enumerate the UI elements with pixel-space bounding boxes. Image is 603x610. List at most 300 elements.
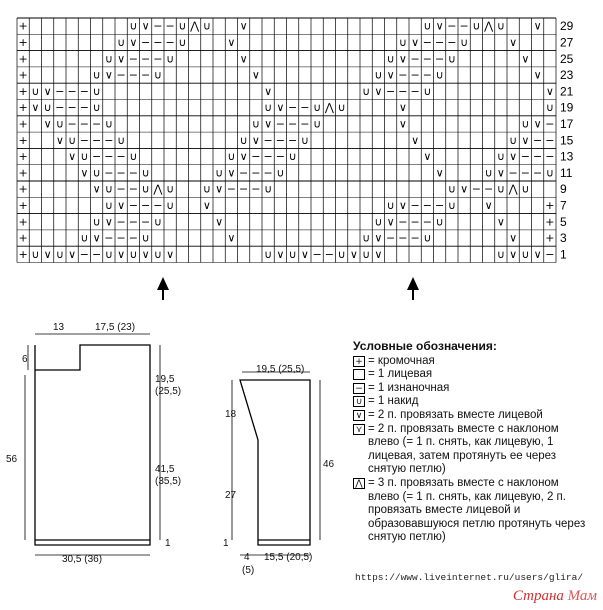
stitch-symbol: − xyxy=(520,150,530,164)
stitch-symbol: ∨ xyxy=(374,247,383,261)
stitch-symbol: − xyxy=(422,52,432,66)
stitch-symbol: ∪ xyxy=(264,182,273,196)
stitch-symbol: ∪ xyxy=(80,231,89,245)
row-number: 1 xyxy=(560,247,567,262)
stitch-symbol: ∪ xyxy=(288,247,297,261)
stitch-symbol: − xyxy=(128,215,138,229)
stitch-symbol: ∨ xyxy=(496,166,505,180)
stitch-symbol: ∨ xyxy=(521,52,530,66)
stitch-symbol: ∨ xyxy=(386,68,395,82)
stitch-symbol: + xyxy=(545,231,555,245)
stitch-symbol: − xyxy=(239,166,249,180)
stitch-symbol: − xyxy=(128,52,138,66)
stitch-symbol: − xyxy=(520,166,530,180)
stitch-symbol: − xyxy=(410,199,420,213)
stitch-symbol: − xyxy=(79,84,89,98)
stitch-symbol: ∪ xyxy=(362,231,371,245)
stitch-symbol: + xyxy=(18,150,28,164)
stitch-symbol: − xyxy=(263,166,273,180)
stitch-symbol: − xyxy=(422,199,432,213)
stitch-symbol: + xyxy=(18,133,28,147)
stitch-symbol: ∪ xyxy=(43,101,52,115)
row-number: 13 xyxy=(560,149,574,164)
stitch-symbol: − xyxy=(67,117,77,131)
stitch-symbol: ∪ xyxy=(55,117,64,131)
stitch-symbol: − xyxy=(141,36,151,50)
stitch-symbol: ∨ xyxy=(374,84,383,98)
stitch-symbol: ∪ xyxy=(104,182,113,196)
legend-text: = 1 накид xyxy=(368,395,419,408)
row-number: 9 xyxy=(560,182,567,197)
row-number: 7 xyxy=(560,198,567,213)
legend-item xyxy=(353,477,593,545)
stitch-symbol: ∪ xyxy=(447,199,456,213)
stitch-symbol: + xyxy=(18,182,28,196)
stitch-symbol: − xyxy=(386,84,396,98)
stitch-symbol: − xyxy=(410,52,420,66)
legend-symbol-icon xyxy=(353,369,365,380)
stitch-symbol: ∪ xyxy=(117,133,126,147)
stitch-symbol: ∪ xyxy=(104,199,113,213)
stitch-symbol: − xyxy=(251,166,261,180)
stitch-symbol: − xyxy=(116,231,126,245)
stitch-symbol: − xyxy=(508,166,518,180)
stitch-symbol: ∨ xyxy=(117,247,126,261)
stitch-symbol: ∪ xyxy=(521,247,530,261)
row-number: 15 xyxy=(560,133,574,148)
stitch-symbol: − xyxy=(312,247,322,261)
stitch-symbol: + xyxy=(18,117,28,131)
brand-logo: Страна Мам xyxy=(512,588,597,604)
stitch-symbol: ∪ xyxy=(374,215,383,229)
stitch-symbol: ∪ xyxy=(92,68,101,82)
stitch-symbol: ∨ xyxy=(92,182,101,196)
stitch-symbol: ∨ xyxy=(398,101,407,115)
stitch-symbol: − xyxy=(92,133,102,147)
stitch-symbol: ∨ xyxy=(533,247,542,261)
legend-item xyxy=(353,395,593,409)
sleeve-w-bottom: 15,5 (20,5) xyxy=(264,552,313,563)
stitch-symbol: ∨ xyxy=(484,199,493,213)
stitch-symbol: ⋀ xyxy=(508,182,518,196)
stitch-symbol: − xyxy=(128,166,138,180)
stitch-symbol: − xyxy=(116,182,126,196)
stitch-symbol: ∨ xyxy=(435,19,444,33)
stitch-symbol: − xyxy=(300,117,310,131)
stitch-symbol: ∪ xyxy=(227,150,236,164)
stitch-symbol: + xyxy=(545,199,555,213)
stitch-symbol: − xyxy=(422,68,432,82)
stitch-symbol: ∪ xyxy=(178,19,187,33)
stitch-symbol: − xyxy=(226,182,236,196)
stitch-symbol: ∨ xyxy=(227,166,236,180)
legend-symbol-icon: ∪ xyxy=(353,396,365,407)
stitch-symbol: − xyxy=(435,199,445,213)
stitch-symbol: ∪ xyxy=(288,150,297,164)
stitch-symbol: − xyxy=(545,117,555,131)
stitch-symbol: ⋀ xyxy=(153,182,163,196)
stitch-symbol: − xyxy=(128,231,138,245)
stitch-symbol: ∪ xyxy=(521,117,530,131)
stitch-symbol: ∪ xyxy=(496,247,505,261)
sleeve-outline xyxy=(240,380,310,545)
stitch-symbol: ∪ xyxy=(496,19,505,33)
stitch-symbol: − xyxy=(141,68,151,82)
stitch-symbol: − xyxy=(275,117,285,131)
stitch-symbol: − xyxy=(79,117,89,131)
stitch-symbol: ∪ xyxy=(80,150,89,164)
sleeve-h-band: 1 xyxy=(223,538,229,549)
stitch-symbol: ∨ xyxy=(117,52,126,66)
stitch-symbol: ∨ xyxy=(251,68,260,82)
stitch-symbol: − xyxy=(533,166,543,180)
stitch-symbol: ∨ xyxy=(398,199,407,213)
stitch-symbol: ∨ xyxy=(386,215,395,229)
stitch-symbol: ∪ xyxy=(215,166,224,180)
sleeve-w-side-alt: (5) xyxy=(242,565,255,576)
stitch-symbol: ∪ xyxy=(447,182,456,196)
w-bottom: 30,5 (36) xyxy=(62,554,103,565)
stitch-symbol: − xyxy=(92,117,102,131)
stitch-symbol: + xyxy=(18,84,28,98)
stitch-symbol: + xyxy=(18,247,28,261)
stitch-symbol: ∪ xyxy=(202,182,211,196)
stitch-symbol: ∨ xyxy=(215,182,224,196)
stitch-symbol: − xyxy=(410,68,420,82)
sleeve-h-bottom: 27 xyxy=(225,490,237,501)
stitch-symbol: + xyxy=(18,101,28,115)
stitch-symbol: ∨ xyxy=(104,68,113,82)
arrow-left-head xyxy=(157,277,169,290)
stitch-symbol: − xyxy=(422,215,432,229)
stitch-symbol: ∪ xyxy=(423,84,432,98)
stitch-symbol: − xyxy=(153,19,163,33)
legend-symbol-icon: − xyxy=(353,383,365,394)
stitch-symbol: ∨ xyxy=(509,247,518,261)
stitch-symbol: − xyxy=(104,166,114,180)
stitch-symbol: ∪ xyxy=(545,101,554,115)
stitch-symbol: − xyxy=(386,231,396,245)
stitch-symbol: − xyxy=(79,101,89,115)
body-outline xyxy=(35,345,150,545)
legend-symbol-icon: + xyxy=(353,356,365,367)
stitch-symbol: ∪ xyxy=(374,68,383,82)
stitch-symbol: ∪ xyxy=(239,133,248,147)
stitch-symbol: ∨ xyxy=(533,19,542,33)
stitch-symbol: ∪ xyxy=(509,133,518,147)
stitch-symbol: ∨ xyxy=(411,36,420,50)
row-number: 29 xyxy=(560,19,574,34)
stitch-symbol: − xyxy=(484,182,494,196)
h-upper: 19,5 xyxy=(155,374,175,385)
legend-title: Условные обозначения: xyxy=(353,339,497,353)
stitch-symbol: ∪ xyxy=(141,182,150,196)
stitch-symbol: − xyxy=(92,247,102,261)
stitch-symbol: − xyxy=(153,52,163,66)
stitch-symbol: ∨ xyxy=(141,19,150,33)
stitch-symbol: ∪ xyxy=(129,150,138,164)
sleeve-w-side: 4 xyxy=(244,552,250,563)
stitch-symbol: ∪ xyxy=(104,247,113,261)
stitch-symbol: ∨ xyxy=(423,150,432,164)
legend-item xyxy=(353,368,593,382)
h-band: 1 xyxy=(165,538,171,549)
stitch-symbol: − xyxy=(116,166,126,180)
stitch-symbol: ∪ xyxy=(166,52,175,66)
stitch-symbol: + xyxy=(18,166,28,180)
stitch-symbol: ∨ xyxy=(374,231,383,245)
stitch-symbol: ∪ xyxy=(141,166,150,180)
stitch-symbol: + xyxy=(18,199,28,213)
stitch-symbol: ∨ xyxy=(68,247,77,261)
stitch-symbol: − xyxy=(398,215,408,229)
stitch-symbol: − xyxy=(263,150,273,164)
stitch-symbol: ⋀ xyxy=(324,101,334,115)
legend-symbol-icon: ⋎ xyxy=(353,424,365,435)
stitch-symbol: + xyxy=(18,231,28,245)
h-upper-alt: (25,5) xyxy=(155,386,182,397)
stitch-symbol: ∪ xyxy=(435,68,444,82)
stitch-symbol: − xyxy=(165,19,175,33)
stitch-symbol: ∨ xyxy=(276,101,285,115)
stitch-symbol: ∪ xyxy=(496,150,505,164)
stitch-symbol: ∨ xyxy=(80,166,89,180)
h-total: 56 xyxy=(6,454,18,465)
stitch-symbol: ∨ xyxy=(239,52,248,66)
knitting-chart xyxy=(0,0,603,300)
stitch-symbol: − xyxy=(545,133,555,147)
stitch-symbol: ∪ xyxy=(31,247,40,261)
stitch-symbol: ∪ xyxy=(141,231,150,245)
stitch-symbol: ∪ xyxy=(55,247,64,261)
stitch-symbol: − xyxy=(288,117,298,131)
h-neck: 6 xyxy=(22,354,28,365)
stitch-symbol: ∨ xyxy=(300,247,309,261)
center-arrows xyxy=(157,277,419,300)
stitch-symbol: − xyxy=(275,133,285,147)
stitch-symbol: ∨ xyxy=(533,117,542,131)
stitch-symbol: ∪ xyxy=(129,19,138,33)
stitch-symbol: − xyxy=(104,150,114,164)
w-top-left: 13 xyxy=(53,322,65,333)
stitch-symbol: − xyxy=(398,68,408,82)
stitch-symbol: − xyxy=(55,84,65,98)
row-number: 21 xyxy=(560,84,574,99)
stitch-symbol: ∪ xyxy=(447,52,456,66)
stitch-symbol: ∨ xyxy=(545,84,554,98)
row-number: 5 xyxy=(560,214,567,229)
legend-item xyxy=(353,423,593,477)
stitch-symbol: − xyxy=(471,182,481,196)
stitch-symbol: ⋀ xyxy=(484,19,494,33)
row-number: 23 xyxy=(560,68,574,83)
stitch-symbol: − xyxy=(545,150,555,164)
stitch-symbol: ∪ xyxy=(264,247,273,261)
stitch-symbol: ∪ xyxy=(545,166,554,180)
stitch-symbol: ∨ xyxy=(202,199,211,213)
stitch-symbol: ∪ xyxy=(276,166,285,180)
stitch-symbol: ∨ xyxy=(92,231,101,245)
stitch-symbol: ∨ xyxy=(435,166,444,180)
stitch-symbol: − xyxy=(141,52,151,66)
stitch-symbol: − xyxy=(422,36,432,50)
stitch-symbol: ∪ xyxy=(398,36,407,50)
stitch-symbol: ∪ xyxy=(153,215,162,229)
stitch-symbol: ∨ xyxy=(264,117,273,131)
row-number: 17 xyxy=(560,117,574,132)
stitch-symbol: + xyxy=(18,36,28,50)
stitch-symbol: − xyxy=(67,101,77,115)
stitch-symbol: ∪ xyxy=(166,199,175,213)
stitch-symbol: − xyxy=(116,68,126,82)
row-number: 27 xyxy=(560,35,574,50)
stitch-symbol: ∨ xyxy=(509,231,518,245)
stitch-symbol: + xyxy=(18,19,28,33)
stitch-symbol: ∨ xyxy=(215,215,224,229)
stitch-symbol: ∨ xyxy=(276,247,285,261)
stitch-symbol: ∪ xyxy=(313,101,322,115)
stitch-symbol: ∨ xyxy=(31,101,40,115)
stitch-symbol: − xyxy=(141,215,151,229)
stitch-symbol: − xyxy=(116,150,126,164)
stitch-symbol: − xyxy=(153,199,163,213)
arrow-right-head xyxy=(407,277,419,290)
stitch-symbol: ∨ xyxy=(117,199,126,213)
sleeve-w-top: 19,5 (25,5) xyxy=(256,364,305,375)
stitch-symbol: − xyxy=(104,231,114,245)
legend-symbol-icon: ⋀ xyxy=(353,478,365,489)
stitch-symbol: − xyxy=(79,247,89,261)
stitch-symbol: − xyxy=(128,182,138,196)
legend-text: = 3 п. провязать вместе с наклоном влево (= 1 п. снять, как лицевую, 2 п. провязать вместе лицевой и образовавшуюся петлю протянуть через снятую петлю) xyxy=(368,476,586,544)
stitch-symbol: − xyxy=(398,84,408,98)
stitch-symbol: − xyxy=(165,36,175,50)
row-number: 11 xyxy=(560,165,573,180)
legend-symbol-icon: ∨ xyxy=(353,410,365,421)
stitch-symbol: − xyxy=(288,101,298,115)
stitch-symbol: − xyxy=(459,19,469,33)
stitch-symbol: ∨ xyxy=(227,36,236,50)
stitch-symbol: ∨ xyxy=(43,84,52,98)
stitch-symbol: + xyxy=(18,52,28,66)
stitch-symbol: ∪ xyxy=(337,101,346,115)
stitch-symbol: ∨ xyxy=(521,133,530,147)
stitch-symbol: − xyxy=(324,247,334,261)
stitch-symbol: ∪ xyxy=(313,117,322,131)
stitch-symbol: ∪ xyxy=(337,247,346,261)
stitch-symbol: − xyxy=(55,101,65,115)
stitch-symbol: ∪ xyxy=(104,52,113,66)
stitch-symbol: ∪ xyxy=(153,247,162,261)
legend-text: = 1 изнаночная xyxy=(368,381,450,394)
legend-item xyxy=(353,355,593,369)
row-numbers xyxy=(560,19,574,261)
legend-text: = 1 лицевая xyxy=(368,368,433,381)
stitch-symbol: ∪ xyxy=(68,133,77,147)
stitch-symbol: − xyxy=(251,150,261,164)
stitch-symbol: − xyxy=(251,182,261,196)
stitch-symbol: ∪ xyxy=(92,215,101,229)
stitch-symbol: ∪ xyxy=(104,117,113,131)
stitch-symbol: ∨ xyxy=(129,36,138,50)
stitch-symbol: − xyxy=(447,19,457,33)
stitch-symbol: ∪ xyxy=(31,84,40,98)
stitch-symbol: ∨ xyxy=(239,19,248,33)
stitch-symbol: ∪ xyxy=(472,19,481,33)
stitch-symbol: ∨ xyxy=(509,150,518,164)
legend xyxy=(353,340,593,545)
stitch-symbol: + xyxy=(18,68,28,82)
stitch-symbol: − xyxy=(410,84,420,98)
sleeve-h-top: 18 xyxy=(225,409,237,420)
stitch-symbol: − xyxy=(153,36,163,50)
stitch-symbol: ⋀ xyxy=(190,19,200,33)
stitch-symbol: ∪ xyxy=(129,247,138,261)
stitch-symbol: − xyxy=(447,36,457,50)
stitch-symbol: − xyxy=(239,182,249,196)
stitch-symbol: ∪ xyxy=(521,182,530,196)
stitch-symbol: ∨ xyxy=(509,36,518,50)
stitch-symbol: ∪ xyxy=(423,231,432,245)
stitch-symbol: ∨ xyxy=(264,84,273,98)
stitch-symbol: ∪ xyxy=(362,84,371,98)
row-number: 3 xyxy=(560,231,567,246)
stitch-symbol: ∪ xyxy=(117,36,126,50)
stitch-symbol: − xyxy=(545,247,555,261)
stitch-symbol: ∪ xyxy=(362,247,371,261)
stitch-symbol: − xyxy=(79,133,89,147)
stitch-symbol: − xyxy=(410,215,420,229)
stitch-symbol: + xyxy=(18,215,28,229)
stitch-symbol: ∪ xyxy=(300,133,309,147)
stitch-symbol: − xyxy=(398,231,408,245)
stitch-symbol: ∨ xyxy=(43,117,52,131)
stitch-symbol: ∨ xyxy=(496,215,505,229)
stitch-symbol: − xyxy=(288,133,298,147)
legend-item xyxy=(353,382,593,396)
stitch-symbol: ∨ xyxy=(55,133,64,147)
stitch-symbol: + xyxy=(545,215,555,229)
stitch-symbol: ∪ xyxy=(496,182,505,196)
stitch-symbol: − xyxy=(435,52,445,66)
stitch-symbol: − xyxy=(275,150,285,164)
stitch-symbol: − xyxy=(92,150,102,164)
h-lower: 41,5 xyxy=(155,464,175,475)
stitch-symbol: − xyxy=(300,101,310,115)
stitch-symbol: ∪ xyxy=(92,101,101,115)
legend-text: = 2 п. провязать вместе лицевой xyxy=(368,408,543,421)
stitch-symbol: ∪ xyxy=(264,101,273,115)
source-url: https://www.liveinternet.ru/users/glira/ xyxy=(355,572,584,583)
stitch-symbol: ∨ xyxy=(141,247,150,261)
stitch-symbol: ∪ xyxy=(423,19,432,33)
stitch-symbol: − xyxy=(128,199,138,213)
row-number: 19 xyxy=(560,100,574,115)
stitch-symbol: ∪ xyxy=(92,84,101,98)
stitch-symbol: ∪ xyxy=(435,215,444,229)
stitch-symbol: ∨ xyxy=(533,68,542,82)
w-top-right: 17,5 (23) xyxy=(95,322,136,333)
stitch-symbol: ∨ xyxy=(398,52,407,66)
stitch-symbol: − xyxy=(435,36,445,50)
stitch-symbol: ∪ xyxy=(92,166,101,180)
stitch-symbol: ∪ xyxy=(484,166,493,180)
stitch-symbol: ∪ xyxy=(178,36,187,50)
body-schematic xyxy=(0,300,350,610)
stitch-symbol: ∨ xyxy=(166,247,175,261)
stitch-symbol: ∨ xyxy=(411,133,420,147)
stitch-symbol: ∨ xyxy=(68,150,77,164)
